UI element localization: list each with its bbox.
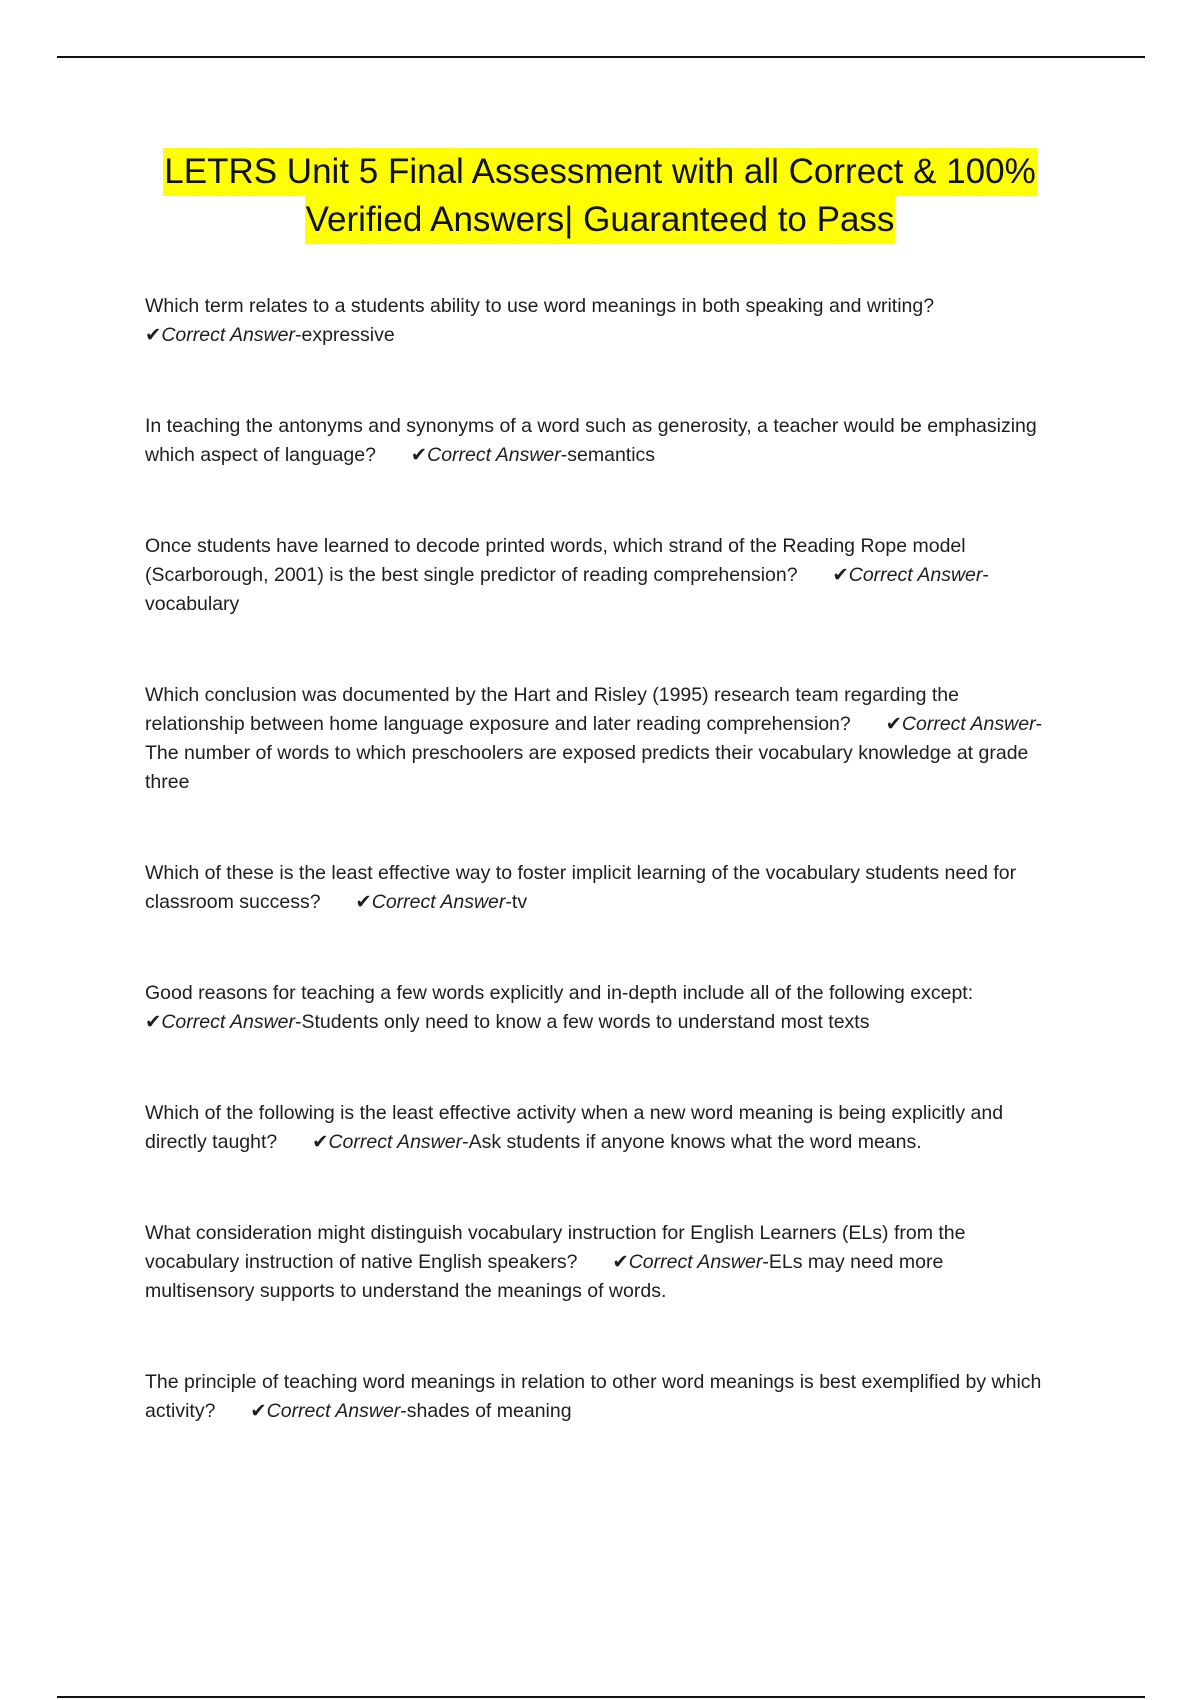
answer-text: -tv [505, 891, 528, 913]
checkmark-icon: ✔ [885, 713, 902, 735]
question-text: What consideration might distinguish vocabulary instruction for English Learners (ELs) from the vocabulary instruction of native English speakers? [145, 1222, 966, 1273]
answer-label: Correct Answer [161, 324, 295, 346]
title-line-1: LETRS Unit 5 Final Assessment with all Correct & 100% [163, 148, 1036, 196]
answer-text: -expressive [295, 324, 395, 346]
question-text: Which conclusion was documented by the Hart and Risley (1995) research team regarding the relationship between home language exposure and later reading comprehension? [145, 684, 960, 735]
qa-item-4 [145, 681, 1055, 797]
answer-label: Correct Answer [328, 1131, 463, 1153]
question-text: Good reasons for teaching a few words explicitly and in-depth include all of the following except: [145, 982, 974, 1004]
question-list [145, 292, 1055, 1426]
answer-text: -semantics [560, 444, 656, 466]
question-text: Which term relates to a students ability to use word meanings in both speaking and writing? [145, 295, 935, 317]
answer-label: Correct Answer [901, 713, 1036, 735]
checkmark-icon: ✔ [145, 1011, 162, 1033]
checkmark-icon: ✔ [250, 1400, 267, 1422]
answer-text: -ELs may need more multisensory supports to understand the meanings of words. [145, 1251, 944, 1302]
qa-item-3 [145, 532, 1055, 619]
qa-item-1 [145, 292, 1055, 350]
answer-text: -The number of words to which preschoolers are exposed predicts their vocabulary knowledge at grade three [145, 713, 1043, 793]
answer-label: Correct Answer [161, 1011, 295, 1033]
qa-item-6 [145, 979, 1055, 1037]
checkmark-icon: ✔ [612, 1251, 629, 1273]
qa-item-2 [145, 412, 1055, 470]
answer-text: -Ask students if anyone knows what the word means. [462, 1131, 922, 1153]
checkmark-icon: ✔ [145, 324, 162, 346]
title-line-2: Verified Answers| Guaranteed to Pass [305, 196, 896, 244]
qa-item-8 [145, 1219, 1055, 1306]
question-text: In teaching the antonyms and synonyms of a word such as generosity, a teacher would be emphasizing which aspect of language? [145, 415, 1037, 466]
question-text: The principle of teaching word meanings in relation to other word meanings is best exemplified by which activity? [145, 1371, 1042, 1422]
question-text: Once students have learned to decode printed words, which strand of the Reading Rope model (Scarborough, 2001) is the best single predictor of reading comprehension? [145, 535, 966, 586]
checkmark-icon: ✔ [832, 564, 849, 586]
document-title [0, 148, 1200, 244]
answer-text: -vocabulary [145, 564, 989, 615]
checkmark-icon: ✔ [355, 891, 372, 913]
answer-text: -shades of meaning [400, 1400, 572, 1422]
question-text: Which of these is the least effective way to foster implicit learning of the vocabulary students need for classroom success? [145, 862, 1017, 913]
qa-item-7 [145, 1099, 1055, 1157]
answer-label: Correct Answer [848, 564, 983, 586]
checkmark-icon: ✔ [312, 1131, 329, 1153]
qa-item-9 [145, 1368, 1055, 1426]
answer-text: -Students only need to know a few words to understand most texts [295, 1011, 870, 1033]
question-text: Which of the following is the least effective activity when a new word meaning is being explicitly and directly taught? [145, 1102, 1004, 1153]
top-divider [57, 56, 1145, 58]
answer-label: Correct Answer [371, 891, 506, 913]
answer-label: Correct Answer [266, 1400, 401, 1422]
checkmark-icon: ✔ [410, 444, 428, 466]
bottom-divider [57, 1696, 1145, 1698]
answer-label: Correct Answer [628, 1251, 763, 1273]
qa-item-5 [145, 859, 1055, 917]
answer-label: Correct Answer [427, 444, 561, 466]
